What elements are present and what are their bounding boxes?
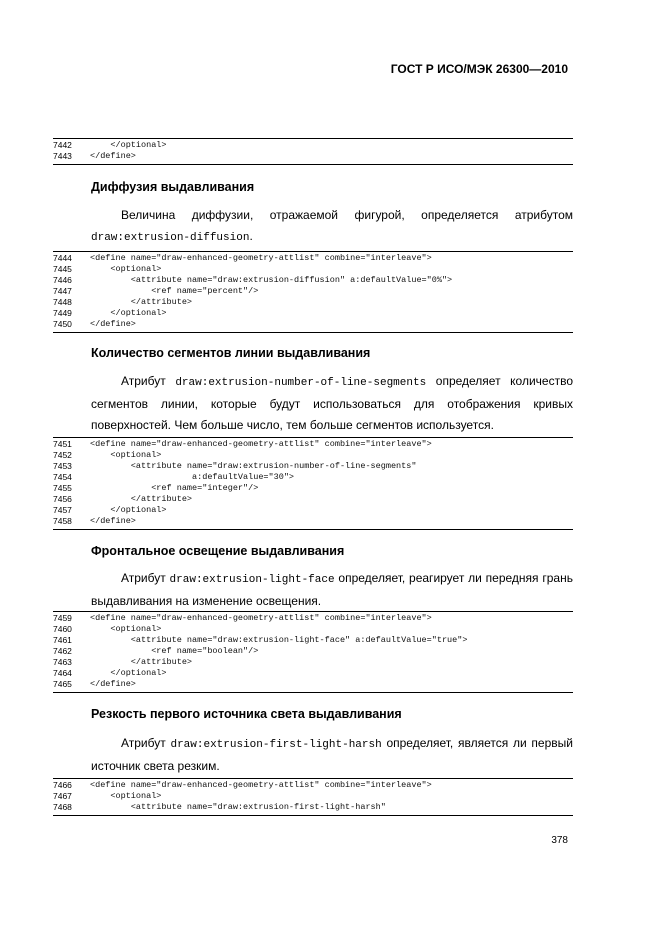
code-text: </optional> [90,668,167,678]
code-line [53,646,573,657]
code-line [53,679,573,690]
code-text: <ref name="boolean"/> [90,646,259,656]
code-text: </define> [90,679,136,689]
section-paragraph: Атрибут draw:extrusion-light-face определяет, реагирует ли передняя грань выдавливания на изменение освещения. [91,571,573,608]
line-number: 7467 [53,791,72,801]
code-text: <optional> [90,624,162,634]
code-line [53,297,573,308]
code-line [53,264,573,275]
code-text: <attribute name="draw:extrusion-number-of-line-segments" [90,461,417,471]
line-number: 7463 [53,657,72,667]
attribute-code: draw:extrusion-first-light-harsh [170,739,382,751]
line-number: 7452 [53,450,72,460]
code-text: <define name="draw-enhanced-geometry-attlist" combine="interleave"> [90,439,432,449]
code-line [53,802,573,813]
code-line [53,516,573,527]
section-heading: Количество сегментов линии выдавливания [91,346,371,360]
line-number: 7443 [53,151,72,161]
code-block [53,778,573,816]
code-block [53,437,573,530]
code-text: a:defaultValue="30"> [90,472,295,482]
code-line [53,275,573,286]
code-line [53,791,573,802]
line-number: 7448 [53,297,72,307]
line-number: 7449 [53,308,72,318]
line-number: 7450 [53,319,72,329]
code-text: </optional> [90,308,167,318]
code-text: <attribute name="draw:extrusion-diffusion" a:defaultValue="0%"> [90,275,453,285]
line-number: 7459 [53,613,72,623]
section-paragraph: Атрибут draw:extrusion-number-of-line-segments определяет количество сегментов линии, которые будут использоваться для отображения кривых поверхностей. Чем больше число, тем больше сегментов используется. [91,374,574,432]
code-text: </define> [90,516,136,526]
code-text: </define> [90,151,136,161]
line-number: 7460 [53,624,72,634]
code-text: <optional> [90,791,162,801]
code-text: </optional> [90,140,167,150]
line-number: 7445 [53,264,72,274]
section-paragraph: Атрибут draw:extrusion-first-light-harsh определяет, является ли первый источник света резким. [91,736,573,773]
code-line [53,461,573,472]
attribute-code: draw:extrusion-number-of-line-segments [175,377,427,389]
attribute-code: draw:extrusion-light-face [169,574,335,586]
line-number: 7444 [53,253,72,263]
line-number: 7462 [53,646,72,656]
code-text: <ref name="percent"/> [90,286,259,296]
line-number: 7455 [53,483,72,493]
page-number: 378 [551,835,568,846]
line-number: 7464 [53,668,72,678]
code-text: </define> [90,319,136,329]
code-line [53,286,573,297]
code-line [53,483,573,494]
code-text: <ref name="integer"/> [90,483,259,493]
line-number: 7466 [53,780,72,790]
code-block [53,138,573,165]
code-line [53,308,573,319]
line-number: 7456 [53,494,72,504]
code-text: </attribute> [90,494,193,504]
attribute-code: draw:extrusion-diffusion [91,232,250,244]
code-text: <optional> [90,450,162,460]
line-number: 7442 [53,140,72,150]
code-line [53,624,573,635]
line-number: 7454 [53,472,72,482]
line-number: 7468 [53,802,72,812]
code-line [53,668,573,679]
code-text: </optional> [90,505,167,515]
code-line [53,439,573,450]
code-text: </attribute> [90,657,193,667]
section-paragraph: Величина диффузии, отражаемой фигурой, определяется атрибутом draw:extrusion-diffusion. [91,208,573,244]
code-line [53,151,573,162]
code-block [53,611,573,693]
line-number: 7461 [53,635,72,645]
code-text: <attribute name="draw:extrusion-light-face" a:defaultValue="true"> [90,635,468,645]
code-text: <attribute name="draw:extrusion-first-light-harsh" [90,802,386,812]
line-number: 7446 [53,275,72,285]
code-text: <define name="draw-enhanced-geometry-attlist" combine="interleave"> [90,253,432,263]
code-line [53,450,573,461]
code-line [53,140,573,151]
code-line [53,253,573,264]
section-heading: Фронтальное освещение выдавливания [91,544,345,558]
code-line [53,472,573,483]
line-number: 7453 [53,461,72,471]
code-text: <define name="draw-enhanced-geometry-attlist" combine="interleave"> [90,780,432,790]
code-text: <optional> [90,264,162,274]
code-block [53,251,573,333]
code-line [53,505,573,516]
code-line [53,319,573,330]
code-line [53,780,573,791]
code-text: <define name="draw-enhanced-geometry-attlist" combine="interleave"> [90,613,432,623]
line-number: 7451 [53,439,72,449]
line-number: 7447 [53,286,72,296]
line-number: 7458 [53,516,72,526]
line-number: 7457 [53,505,72,515]
section-heading: Резкость первого источника света выдавливания [91,707,402,721]
line-number: 7465 [53,679,72,689]
section-heading: Диффузия выдавливания [91,180,255,194]
document-header: ГОСТ Р ИСО/МЭК 26300—2010 [390,62,568,76]
code-line [53,657,573,668]
code-line [53,613,573,624]
code-line [53,635,573,646]
code-text: </attribute> [90,297,193,307]
code-line [53,494,573,505]
